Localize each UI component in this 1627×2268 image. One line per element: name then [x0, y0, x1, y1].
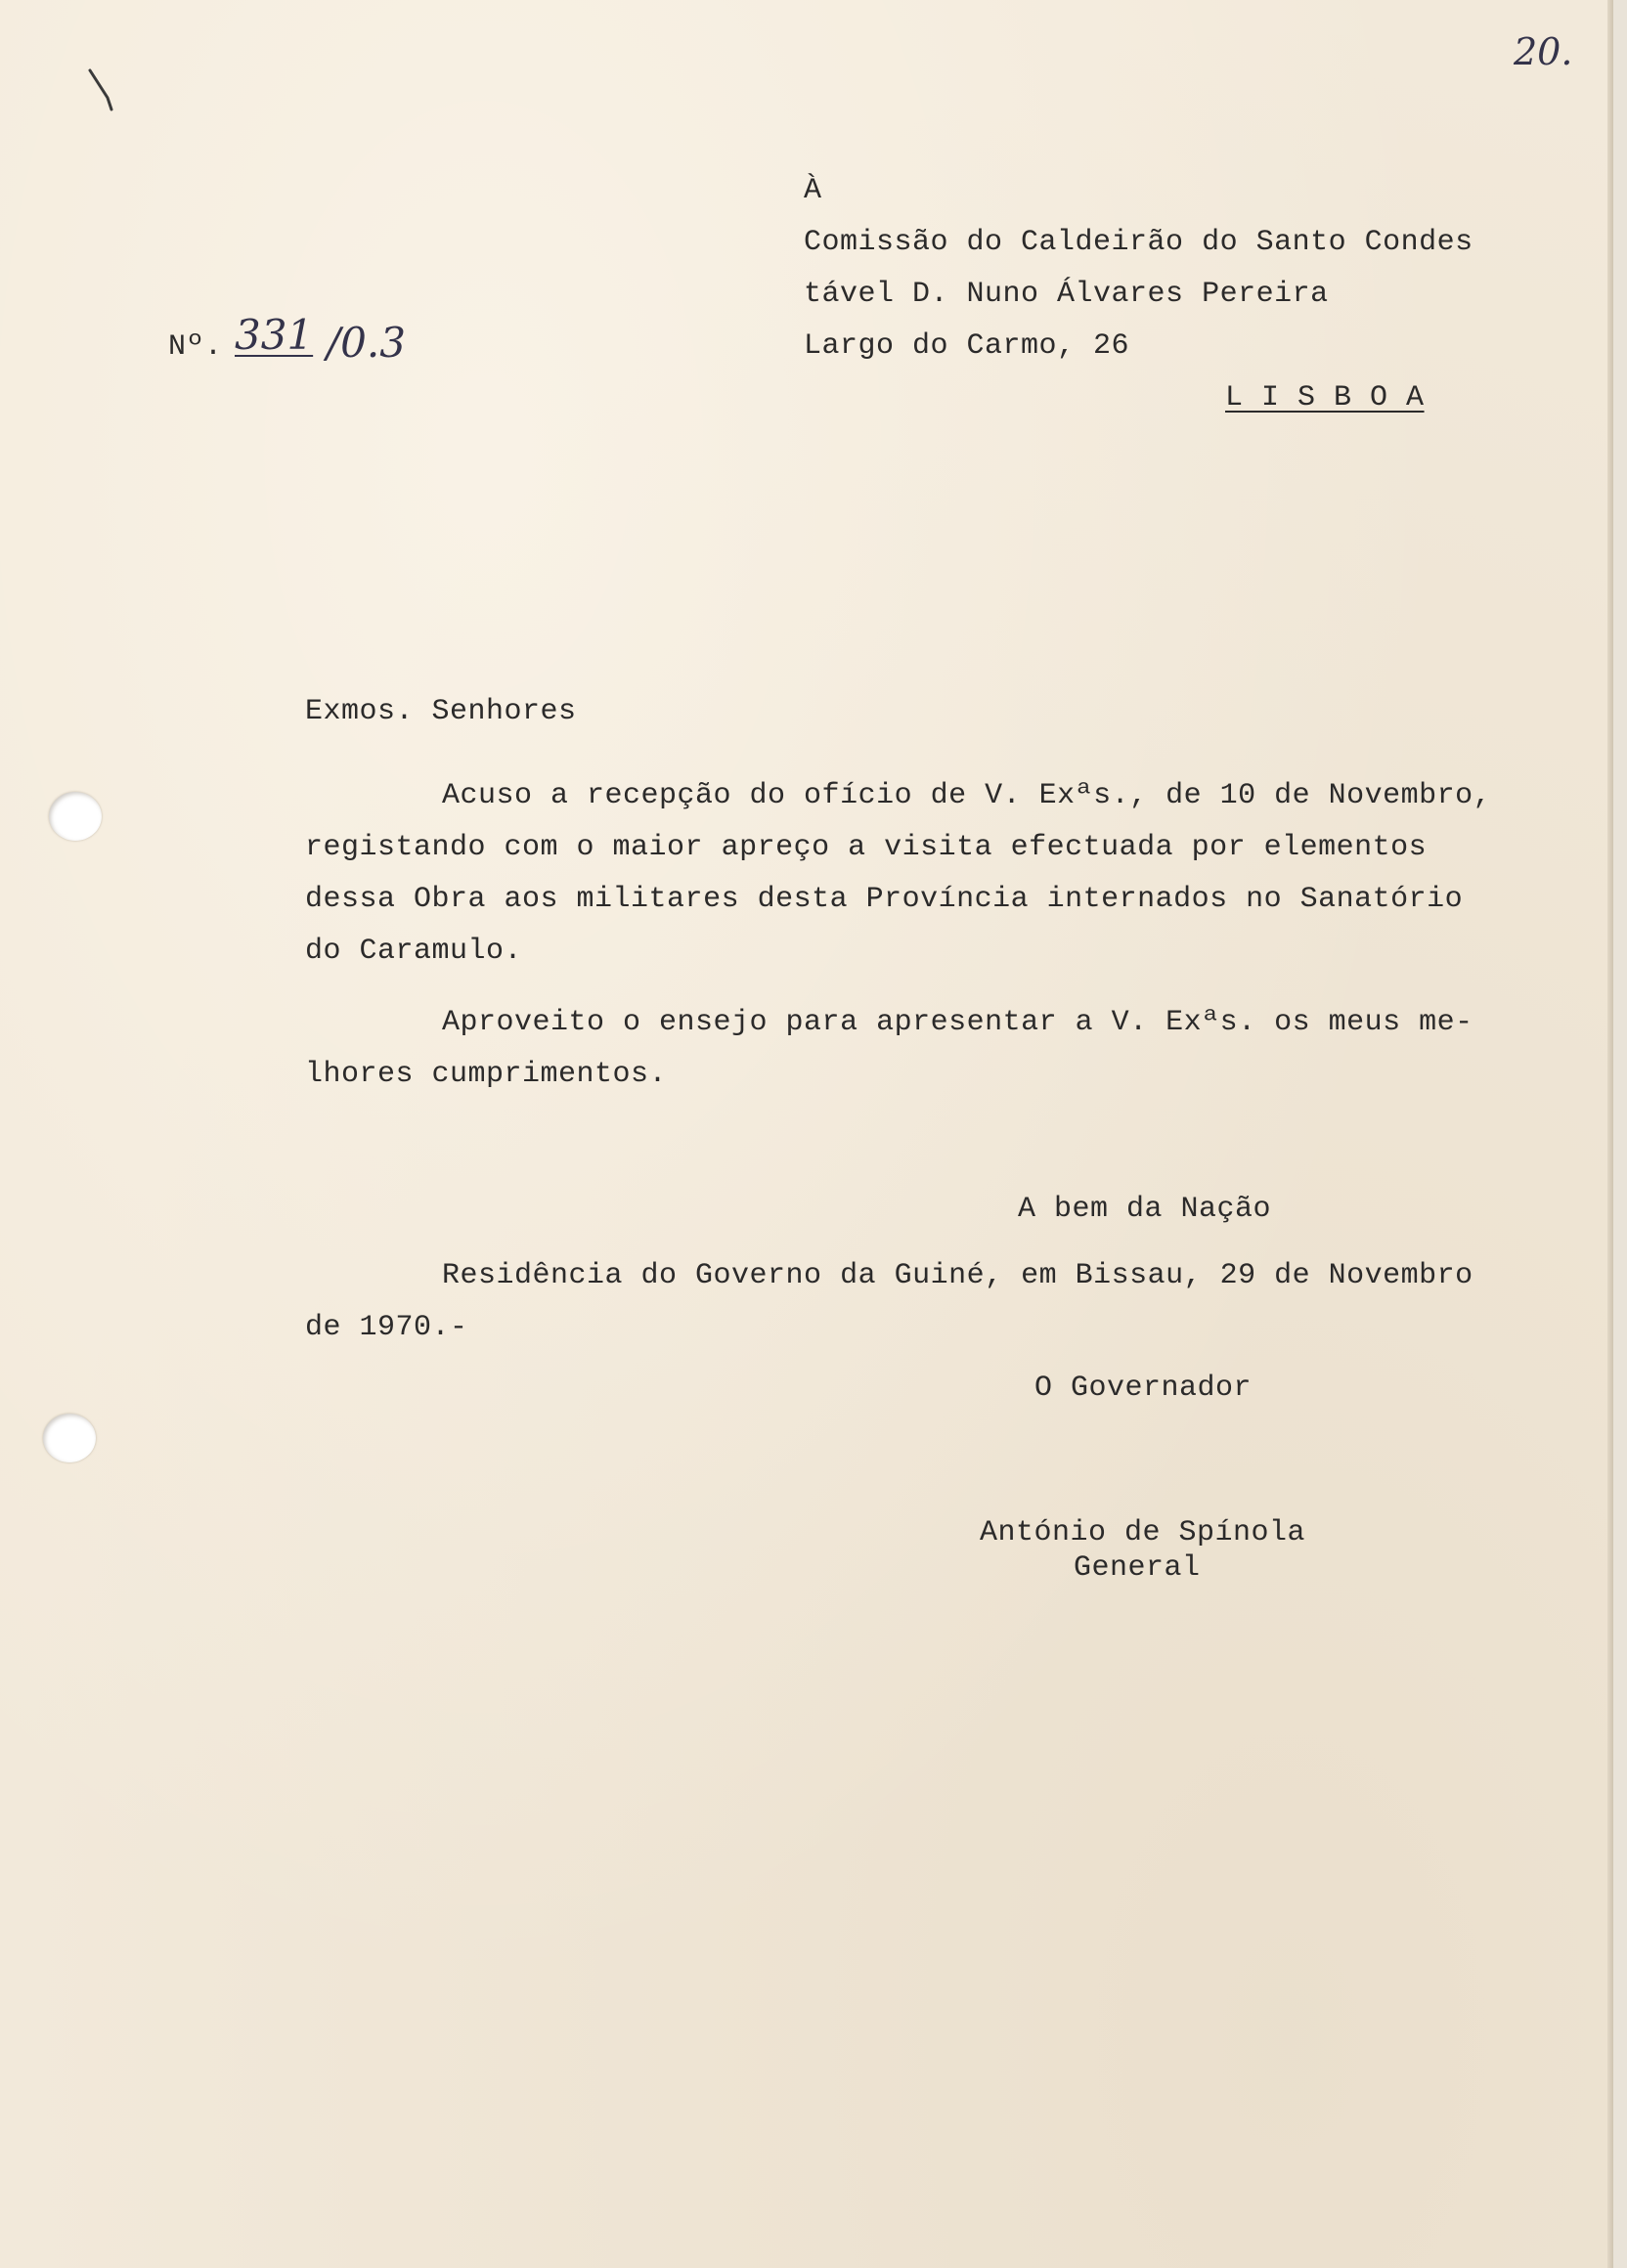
recipient-line-3: Largo do Carmo, 26	[804, 329, 1130, 363]
page-edge	[1607, 0, 1613, 2268]
body-paragraph-1-line-2: registando com o maior apreço a visita efectuada por elementos	[305, 831, 1428, 864]
punch-hole-upper	[49, 792, 102, 841]
body-paragraph-1-line-1: Acuso a recepção do ofício de V. Exªs., de 10 de Novembro,	[442, 779, 1492, 812]
reference-suffix: /0.3	[327, 319, 406, 367]
recipient-line-1: Comissão do Caldeirão do Santo Condes	[804, 226, 1473, 259]
punch-hole-lower	[43, 1414, 96, 1462]
ink-scratch-mark	[86, 65, 125, 123]
reference-label: Nº.	[168, 330, 223, 364]
recipient-line-2: tável D. Nuno Álvares Pereira	[804, 278, 1329, 311]
body-paragraph-2-line-1: Aproveito o ensejo para apresentar a V. Exªs. os meus me-	[442, 1006, 1473, 1039]
recipient-city: L I S B O A	[1225, 381, 1425, 414]
closing-place-line-1: Residência do Governo da Guiné, em Bissau, 29 de Novembro	[442, 1259, 1473, 1292]
signatory-name: António de Spínola	[980, 1516, 1306, 1549]
closing-place-line-2: de 1970.-	[305, 1311, 468, 1344]
body-paragraph-2-line-2: lhores cumprimentos.	[305, 1058, 668, 1091]
recipient-prefix: À	[804, 174, 822, 207]
page-number: 20.	[1514, 30, 1573, 73]
signatory-rank: General	[1074, 1551, 1201, 1585]
body-paragraph-1-line-4: do Caramulo.	[305, 935, 523, 968]
closing-motto: A bem da Nação	[1018, 1193, 1272, 1226]
salutation: Exmos. Senhores	[305, 695, 577, 728]
reference-number: 331	[235, 311, 314, 359]
closing-title: O Governador	[1034, 1372, 1253, 1405]
body-paragraph-1-line-3: dessa Obra aos militares desta Província internados no Sanatório	[305, 883, 1464, 916]
